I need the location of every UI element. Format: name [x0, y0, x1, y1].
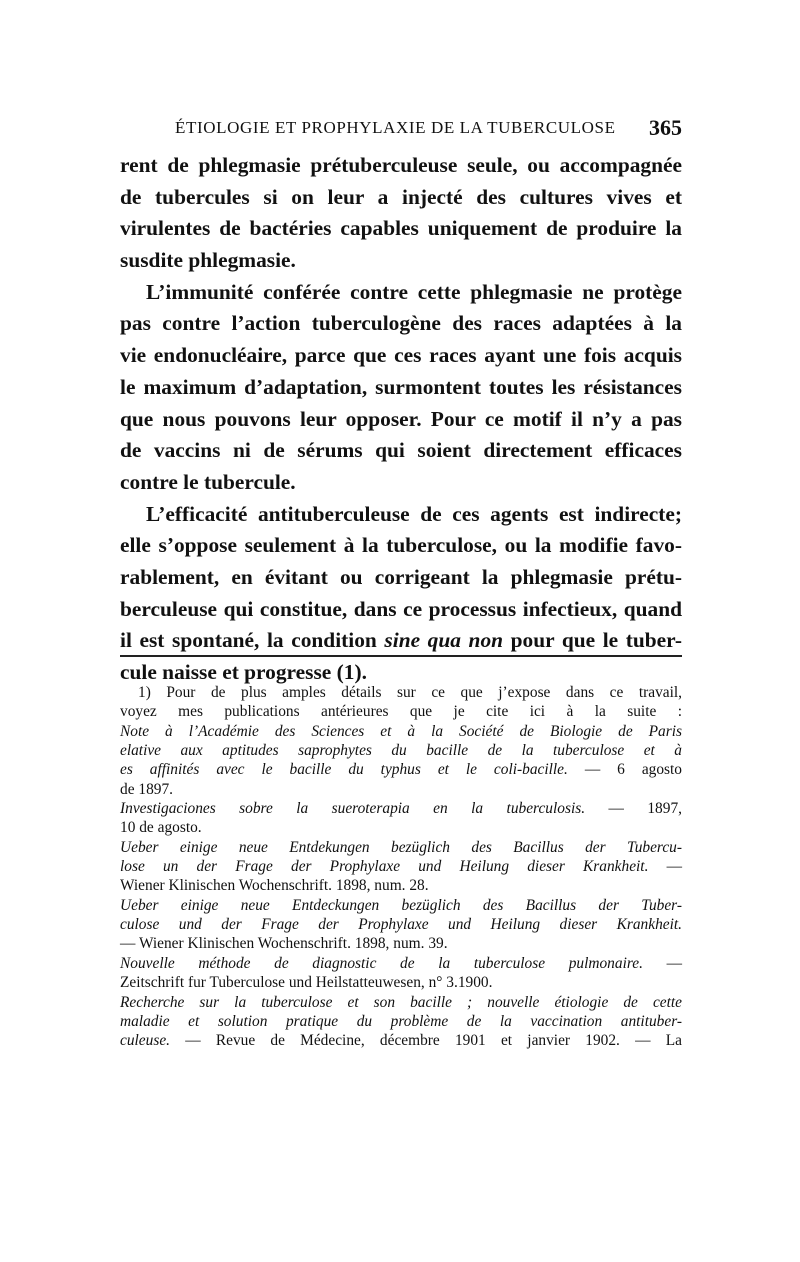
footnote-rule	[120, 655, 682, 657]
footnote-segment: lose un der Frage der Prophylaxe und Heilung dieser Krankheit.	[120, 858, 649, 876]
footnote-line	[120, 1031, 682, 1050]
text-segment: pour que le tuber-	[510, 628, 682, 653]
footnote-segment: — 1897,	[608, 800, 682, 818]
footnote-line	[120, 857, 682, 876]
footnote-line: Note à l’Académie des Sciences et à la Société de Biologie de Paris	[120, 722, 682, 740]
main-text	[120, 150, 682, 689]
footnote-line: Wiener Klinischen Wochenschrift. 1898, num. 28.	[120, 877, 429, 895]
footnote-line: — Wiener Klinischen Wochenschrift. 1898, num. 39.	[120, 935, 448, 953]
footnote-line: 1) Pour de plus amples détails sur ce que j’expose dans ce travail,	[138, 684, 682, 701]
footnote-line: maladie et solution pratique du problème de la vaccination antituber-	[120, 1012, 682, 1030]
footnote-line: Ueber einige neue Entdekungen bezüglich des Bacillus der Tubercu-	[120, 838, 682, 856]
text-line: le maximum d’adaptation, surmontent toutes les résistances	[120, 374, 682, 399]
footnote-line	[120, 799, 682, 818]
text-line: berculeuse qui constitue, dans ce processus infectieux, quand	[120, 596, 682, 621]
text-line: pas contre l’action tuberculogène des races adaptées à la	[120, 311, 682, 336]
footnote-line: Recherche sur la tuberculose et son bacille ; nouvelle étiologie de cette	[120, 993, 682, 1011]
running-title: ÉTIOLOGIE ET PROPHYLAXIE DE LA TUBERCULOSE	[175, 118, 616, 137]
footnote	[120, 683, 682, 1051]
footnote-segment: Investigaciones sobre la sueroterapia en la tuberculosis.	[120, 800, 586, 818]
footnote-line: voyez mes publications antérieures que je cite ici à la suite :	[120, 703, 682, 721]
page-number: 365	[649, 115, 682, 140]
text-line: elle s’oppose seulement à la tuberculose, ou la modifie favo-	[120, 533, 682, 558]
footnote-segment: — Revue de Médecine, décembre 1901 et janvier 1902. — La	[185, 1032, 682, 1050]
footnote-segment: culeuse.	[120, 1032, 170, 1050]
text-line	[120, 625, 682, 657]
text-line: de vaccins ni de sérums qui soient directement efficaces	[120, 438, 682, 463]
running-head	[120, 115, 682, 144]
text-line: contre le tubercule.	[120, 469, 296, 494]
text-segment: il est spontané, la condition	[120, 628, 377, 653]
text-line: cule naisse et progresse (1).	[120, 660, 367, 684]
footnote-segment: — 6 agosto	[584, 761, 682, 779]
footnote-segment: Nouvelle méthode de diagnostic de la tuberculose pulmonaire.	[120, 954, 643, 972]
text-line: de tubercules si on leur a injecté des cultures vives et	[120, 184, 682, 209]
text-line: L’immunité conférée contre cette phlegmasie ne protège	[146, 279, 682, 304]
footnote-line	[120, 760, 682, 779]
footnote-segment: —	[666, 954, 682, 972]
footnote-line: elative aux aptitudes saprophytes du bacille de la tuberculose et à	[120, 742, 682, 760]
footnote-line	[120, 954, 682, 973]
footnote-line: 10 de agosto.	[120, 819, 202, 837]
text-line: vie endonucléaire, parce que ces races ayant une fois acquis	[120, 343, 682, 368]
footnote-line: Zeitschrift fur Tuberculose und Heilstatteuwesen, n° 3.1900.	[120, 974, 493, 992]
text-line: virulentes de bactéries capables uniquement de produire la	[120, 216, 682, 241]
text-line: susdite phlegmasie.	[120, 248, 296, 273]
text-line: rablement, en évitant ou corrigeant la phlegmasie prétu-	[120, 564, 682, 589]
italic-phrase: sine qua non	[384, 628, 504, 653]
footnote-segment: —	[666, 858, 682, 876]
text-line: que nous pouvons leur opposer. Pour ce motif il n’y a pas	[120, 406, 682, 431]
footnote-line: Ueber einige neue Entdeckungen bezüglich des Bacillus der Tuber-	[120, 896, 682, 914]
text-line: rent de phlegmasie prétuberculeuse seule, ou accompagnée	[120, 153, 682, 177]
text-line: L’efficacité antituberculeuse de ces agents est indirecte;	[146, 501, 682, 526]
footnote-segment: es affinités avec le bacille du typhus et le coli-bacille.	[120, 761, 568, 779]
footnote-line: de 1897.	[120, 780, 174, 798]
footnote-line: culose und der Frage der Prophylaxe und Heilung dieser Krankheit.	[120, 916, 682, 934]
